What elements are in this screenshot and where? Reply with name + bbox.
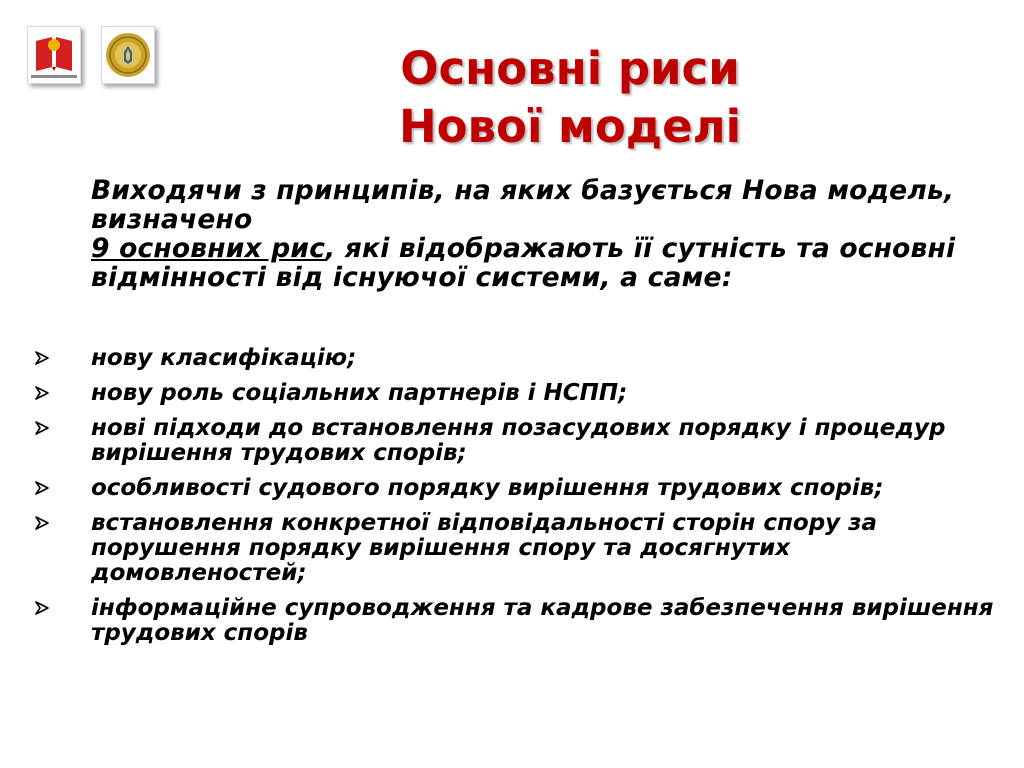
list-item-text: особливості судового порядку вирішення трудових спорів;	[91, 475, 884, 501]
list-item	[0, 381, 1010, 406]
list-item-text: нову класифікацію;	[91, 345, 357, 371]
list-item-text: нову роль соціальних партнерів і НСПП;	[91, 380, 628, 406]
title-line-1: Основні риси	[400, 42, 740, 95]
arrow-right-icon	[34, 480, 50, 496]
seal-emblem	[101, 26, 155, 84]
page-title	[300, 40, 840, 156]
intro-paragraph	[91, 176, 1001, 292]
arrow-right-icon	[34, 385, 50, 401]
list-item	[0, 416, 1010, 466]
list-item	[0, 511, 1010, 586]
logo-caption-strip	[31, 75, 77, 78]
arrow-right-icon	[34, 350, 50, 366]
list-item-text: встановлення конкретної відповідальності сторін спору за порушення порядку вирішення спору та досягнутих домовленостей;	[91, 510, 878, 586]
intro-text-1: Виходячи з принципів, на яких базується Нова модель, визначено	[91, 175, 955, 235]
list-item	[0, 476, 1010, 501]
list-item	[0, 346, 1010, 371]
list-item-text: нові підходи до встановлення позасудових порядку і процедур вирішення трудових спорів;	[91, 415, 946, 466]
gold-seal-icon	[102, 27, 154, 83]
intro-text-2: , які відображають її сутність та основні відмінності від існуючої системи, а саме:	[91, 233, 956, 293]
arrow-right-icon	[34, 600, 50, 616]
features-list	[0, 346, 1010, 656]
list-item	[0, 596, 1010, 646]
arrow-right-icon	[34, 420, 50, 436]
organization-logo	[27, 26, 81, 84]
list-item-text: інформаційне супроводження та кадрове забезпечення вирішення трудових спорів	[91, 595, 994, 646]
title-line-2: Нової моделі	[398, 100, 741, 153]
intro-underlined-text: 9 основних рис	[91, 233, 326, 264]
arrow-right-icon	[34, 515, 50, 531]
